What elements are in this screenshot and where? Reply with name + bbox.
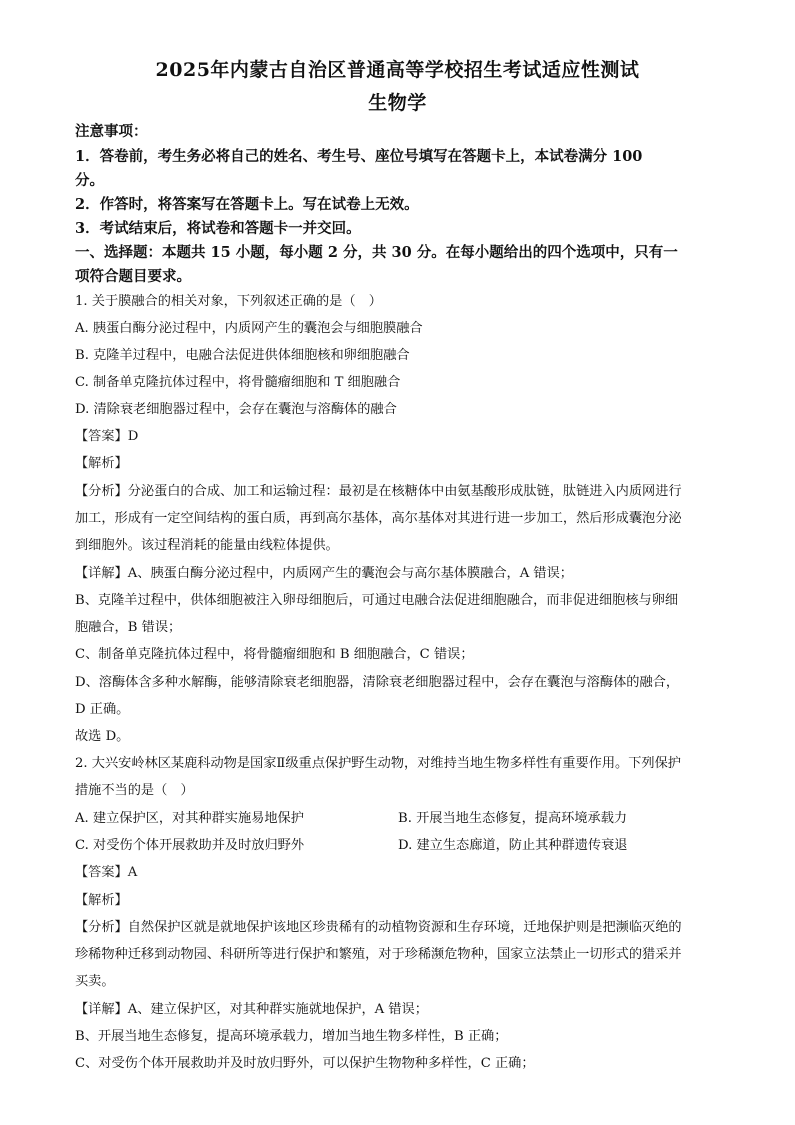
- question-2-analysis-cont: 珍稀物种迁移到动物园、科研所等进行保护和繁殖，对于珍稀濒危物种，国家立法禁止一切形式的猎采并: [75, 947, 682, 962]
- question-1-detail-a: 【详解】A、胰蛋白酶分泌过程中，内质网产生的囊泡会与高尔基体膜融合，A 错误；: [75, 566, 573, 581]
- question-1-detail-b-cont: 胞融合，B 错误；: [75, 620, 182, 635]
- question-1-detail-b: B、克隆羊过程中，供体细胞被注入卵母细胞后，可通过电融合法促进细胞融合，而非促进细胞核与卵细: [75, 593, 679, 608]
- question-2-detail-b: B、开展当地生态修复，提高环境承载力，增加当地生物多样性，B 正确；: [75, 1029, 508, 1044]
- question-1-conclusion: 故选 D。: [75, 729, 130, 744]
- question-2-option-c: C. 对受伤个体开展救助并及时放归野外: [75, 838, 305, 853]
- question-2-stem-cont: 措施不当的是（ ）: [75, 783, 194, 798]
- notes-heading: 注意事项：: [75, 123, 148, 140]
- subject-title: 生物学: [368, 92, 427, 114]
- notes-item-2: 2．作答时，将答案写在答题卡上。写在试卷上无效。: [75, 196, 419, 213]
- question-1-detail-d: D、溶酶体含多种水解酶，能够清除衰老细胞器，清除衰老细胞器过程中，会存在囊泡与溶酶体的融合，: [75, 675, 680, 690]
- question-2-stem: 2. 大兴安岭林区某鹿科动物是国家Ⅱ级重点保护野生动物，对维持当地生物多样性有重要作用。下列保护: [75, 756, 681, 771]
- question-1-analysis: 【分析】分泌蛋白的合成、加工和运输过程：最初是在核糖体中由氨基酸形成肽链，肽链进入内质网进行: [75, 484, 682, 499]
- question-2-answer: 【答案】A: [75, 865, 138, 880]
- question-2-option-d: D. 建立生态廊道，防止其种群遗传衰退: [398, 838, 628, 853]
- question-1-answer: 【答案】D: [75, 429, 139, 444]
- question-1-option-c: C. 制备单克隆抗体过程中，将骨髓瘤细胞和 T 细胞融合: [75, 375, 401, 390]
- notes-item-3: 3．考试结束后，将试卷和答题卡一并交回。: [75, 220, 361, 237]
- question-1-analysis-cont: 加工，形成有一定空间结构的蛋白质，再到高尔基体，高尔基体对其进行进一步加工，然后形成囊泡分泌: [75, 511, 682, 526]
- question-1-detail-d-cont: D 正确。: [75, 702, 130, 717]
- question-1-option-b: B. 克隆羊过程中，电融合法促进供体细胞核和卵细胞融合: [75, 348, 410, 363]
- section-heading: 一、选择题：本题共 15 小题，每小题 2 分，共 30 分。在每小题给出的四个选项中，只有一: [75, 244, 678, 261]
- question-1-stem: 1. 关于膜融合的相关对象，下列叙述正确的是（ ）: [75, 294, 382, 309]
- question-1-detail-c: C、制备单克隆抗体过程中，将骨髓瘤细胞和 B 细胞融合，C 错误；: [75, 647, 474, 662]
- question-1-option-a: A. 胰蛋白酶分泌过程中，内质网产生的囊泡会与细胞膜融合: [75, 321, 423, 336]
- question-2-detail-a: 【详解】A、建立保护区，对其种群实施就地保护，A 错误；: [75, 1002, 428, 1017]
- exam-title: 2025年内蒙古自治区普通高等学校招生考试适应性测试: [155, 59, 640, 81]
- question-2-explanation-label: 【解析】: [75, 893, 128, 908]
- question-2-analysis-cont: 买卖。: [75, 974, 115, 989]
- notes-item-1: 1．答卷前，考生务必将自己的姓名、考生号、座位号填写在答题卡上，本试卷满分 100: [75, 148, 643, 165]
- question-2-option-b: B. 开展当地生态修复，提高环境承载力: [398, 811, 628, 826]
- section-heading-cont: 项符合题目要求。: [75, 268, 191, 285]
- question-1-explanation-label: 【解析】: [75, 456, 128, 471]
- question-2-analysis: 【分析】自然保护区就是就地保护该地区珍贵稀有的动植物资源和生存环境，迁地保护则是把濒临灭绝的: [75, 920, 682, 935]
- question-2-detail-c: C、对受伤个体开展救助并及时放归野外，可以保护生物物种多样性，C 正确；: [75, 1056, 535, 1071]
- question-1-analysis-cont: 到细胞外。该过程消耗的能量由线粒体提供。: [75, 538, 339, 553]
- question-1-option-d: D. 清除衰老细胞器过程中，会存在囊泡与溶酶体的融合: [75, 402, 397, 417]
- question-2-option-a: A. 建立保护区，对其种群实施易地保护: [75, 811, 304, 826]
- notes-item-1-cont: 分。: [75, 172, 104, 189]
